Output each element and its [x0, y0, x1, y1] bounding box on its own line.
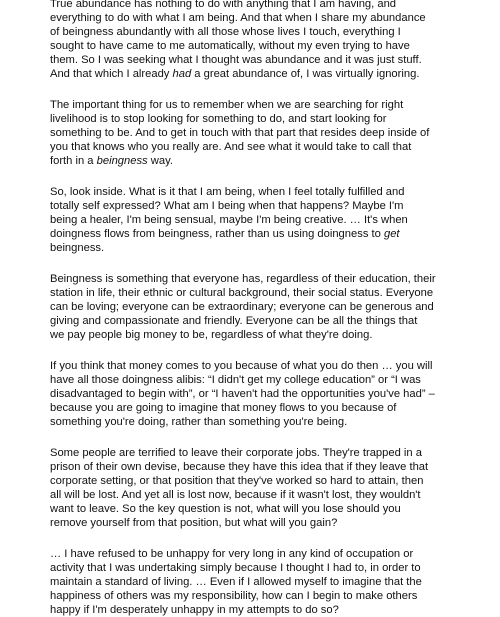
- text-line: Some people are terrified to leave their corporate jobs. They're trapped in a: [50, 447, 422, 459]
- text-line: of beingness abundantly with all those whose lives I touch, everything I: [50, 26, 401, 38]
- emphasis-text: get: [383, 228, 400, 240]
- text-line: The important thing for us to remember when we are searching for right: [50, 99, 404, 111]
- text-line: [50, 67, 482, 81]
- paragraph-2: [50, 98, 482, 168]
- text-line: sought to have came to me automatically, without my even trying to have: [50, 40, 410, 52]
- text-line: being a healer, I'm being sensual, maybe I'm being creative. … It's when: [50, 214, 408, 226]
- text-line: If you think that money comes to you because of what you do then … you will: [50, 360, 433, 372]
- text-line: remove yourself from that position, but what will you gain?: [50, 517, 338, 529]
- paragraph-5: [50, 359, 482, 429]
- paragraph-gap: [50, 530, 500, 547]
- paragraph-gap: [50, 81, 500, 98]
- text-line: corporate setting, or that position that they've worked so hard to attain, then: [50, 475, 424, 487]
- text-line: activity that I was undertaking simply because I thought I had to, in order to: [50, 562, 421, 574]
- text-segment: doingness flows from beingness, rather than us using doingness to: [50, 228, 384, 240]
- text-line: because you are going to imagine that money flows to you because of: [50, 402, 397, 414]
- paragraph-gap: [50, 342, 500, 359]
- text-line: happiness of others was my responsibility, how can I begin to make others: [50, 590, 418, 602]
- text-line: them. So I was seeking what I thought was abundance and it was just stuff.: [50, 54, 422, 66]
- paragraph-gap: [50, 255, 500, 272]
- text-line: something to be. And to get in touch with that part that resides deep inside of: [50, 127, 430, 139]
- text-line: True abundance has nothing to do with anything that I am having, and: [50, 0, 397, 10]
- emphasis-text: had: [172, 68, 192, 80]
- paragraph-7: [50, 547, 482, 617]
- text-line: you that knows who you really are. And see what it would take to call that: [50, 141, 412, 153]
- text-line: something you're doing, rather than something you're being.: [50, 416, 348, 428]
- text-line: want to leave. So the key question is not, what will you lose should you: [50, 503, 401, 515]
- text-segment: And that which I already: [50, 68, 173, 80]
- paragraph-gap: [50, 168, 500, 185]
- text-line: maintain a standard of living. … Even if I allowed myself to imagine that the: [50, 576, 422, 588]
- text-line: everything to do with what I am being. And that when I share my abundance: [50, 12, 426, 24]
- paragraph-6: [50, 446, 482, 530]
- text-line: … I have refused to be unhappy for very long in any kind of occupation or: [50, 548, 414, 560]
- text-segment: a great abundance of, I was virtually ignoring.: [191, 68, 420, 80]
- text-line: [50, 227, 482, 241]
- paragraph-1: [50, 0, 482, 81]
- text-line: disadvantaged to begin with”, or “I haven't had the opportunities you've had” –: [50, 388, 435, 400]
- text-line: beingness.: [50, 242, 105, 254]
- text-line: prison of their own devise, because they have this idea that if they leave that: [50, 461, 429, 473]
- text-line: can be loving; everyone can be extraordinary; everyone can be generous and: [50, 301, 434, 313]
- paragraph-4: [50, 272, 482, 342]
- text-line: station in life, their ethnic or cultural background, their social status. Everyone: [50, 287, 434, 299]
- text-line: So, look inside. What is it that I am being, when I feel totally fulfilled and: [50, 186, 405, 198]
- text-line: have all those doingness alibis: “I didn't get my college education” or “I was: [50, 374, 421, 386]
- document-body: [50, 0, 500, 617]
- emphasis-text: beingness: [96, 155, 148, 167]
- paragraph-gap: [50, 429, 500, 446]
- text-line: we pay people big money to be, regardless of what they're doing.: [50, 329, 373, 341]
- text-line: happy if I'm desperately unhappy in my attempts to do so?: [50, 604, 339, 616]
- text-line: [50, 154, 482, 168]
- text-segment: way.: [147, 155, 173, 167]
- paragraph-3: [50, 185, 482, 255]
- text-line: giving and compassionate and friendly. Everyone can be all the things that: [50, 315, 418, 327]
- text-segment: forth in a: [50, 155, 97, 167]
- text-line: totally self expressed? What am I being when that happens? Maybe I'm: [50, 200, 404, 212]
- text-line: Beingness is something that everyone has, regardless of their education, their: [50, 273, 436, 285]
- text-line: all will be lost. And yet all is lost now, because if it wasn't lost, they wouldn't: [50, 489, 421, 501]
- text-line: livelihood is to stop looking for something to do, and start looking for: [50, 113, 387, 125]
